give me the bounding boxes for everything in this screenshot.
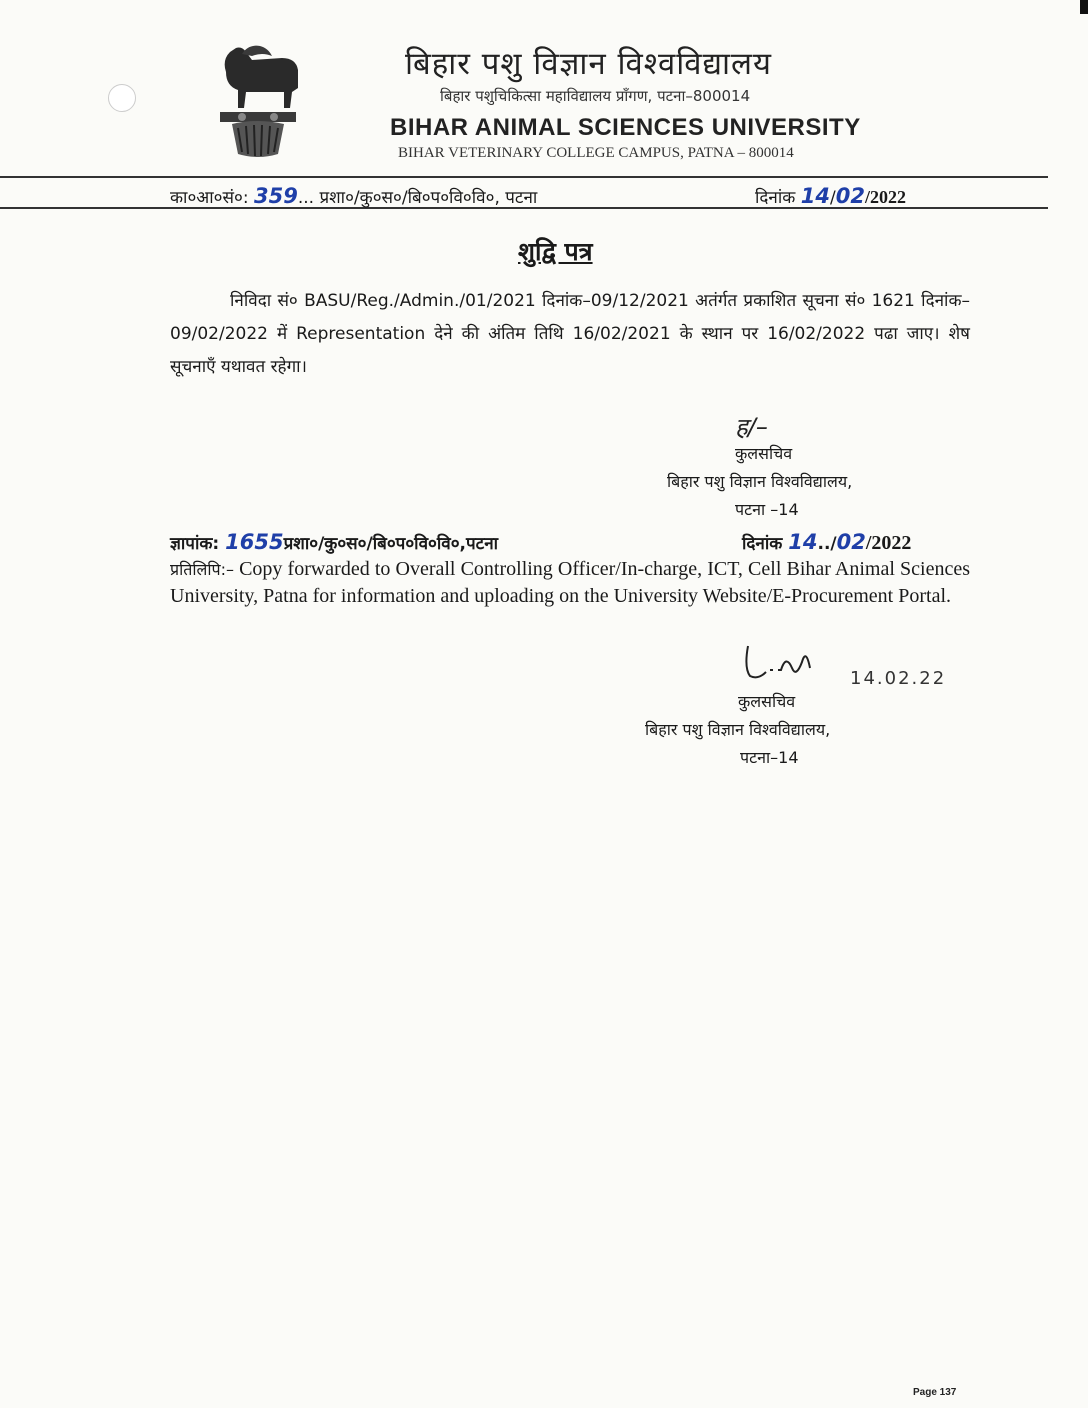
signatory-org-2: बिहार पशु विज्ञान विश्वविद्यालय,: [645, 720, 831, 739]
reference-number: का०आ०सं०: 359... प्रशा०/कु०स०/बि०प०वि०वि०, पटना: [170, 184, 538, 208]
signature-mark: ह/–: [735, 413, 768, 441]
university-name-english: BIHAR ANIMAL SCIENCES UNIVERSITY: [390, 114, 861, 141]
handwritten-signature-icon: [740, 638, 860, 688]
memo-handwritten-number: 1655: [225, 530, 284, 554]
copy-forwarded-text: प्रतिलिपि:– Copy forwarded to Overall Controlling Officer/In-charge, ICT, Cell Bihar Animal Sciences University, Patna for information and uploading on the University Website/E-Procurement Portal.: [170, 558, 970, 607]
signatory-place: पटना –14: [735, 500, 799, 519]
header-divider-top: [0, 176, 1048, 178]
page-number: Page 137: [913, 1387, 957, 1398]
memo-number: ज्ञापांक: 1655प्रशा०/कु०स०/बि०प०वि०वि०,पटना: [170, 530, 499, 554]
reference-handwritten-number: 359: [253, 184, 298, 208]
campus-address-hindi: बिहार पशुचिकित्सा महाविद्यालय प्राँगण, पटना–800014: [440, 87, 751, 105]
university-emblem-icon: [212, 42, 304, 162]
notice-body: निविदा सं० BASU/Reg./Admin./01/2021 दिनांक–09/12/2021 अतंर्गत प्रकाशित सूचना सं० 1621 दिनांक–09/02/2022 में Representation देने की अंतिम तिथि 16/02/2021 के स्थान पर 16/02/2022 पढा जाए। शेष सूचनाएँ यथावत रहेगा।: [170, 291, 970, 377]
notice-title: शुद्वि पत्र: [518, 237, 593, 266]
scan-edge: [1080, 0, 1088, 14]
signatory-place-2: पटना–14: [740, 748, 799, 767]
signatory-designation-2: कुलसचिव: [738, 692, 796, 711]
signature-date: 14.02.22: [850, 668, 947, 689]
campus-address-english: BIHAR VETERINARY COLLEGE CAMPUS, PATNA – 800014: [398, 145, 794, 161]
signatory-org: बिहार पशु विज्ञान विश्वविद्यालय,: [667, 472, 853, 491]
reference-date: दिनांक 14/02/2022: [755, 184, 906, 208]
punch-hole: [108, 84, 136, 112]
university-name-hindi: बिहार पशु विज्ञान विश्वविद्यालय: [405, 46, 773, 82]
memo-date: दिनांक 14../02/2022: [742, 530, 912, 554]
signatory-designation: कुलसचिव: [735, 444, 793, 463]
